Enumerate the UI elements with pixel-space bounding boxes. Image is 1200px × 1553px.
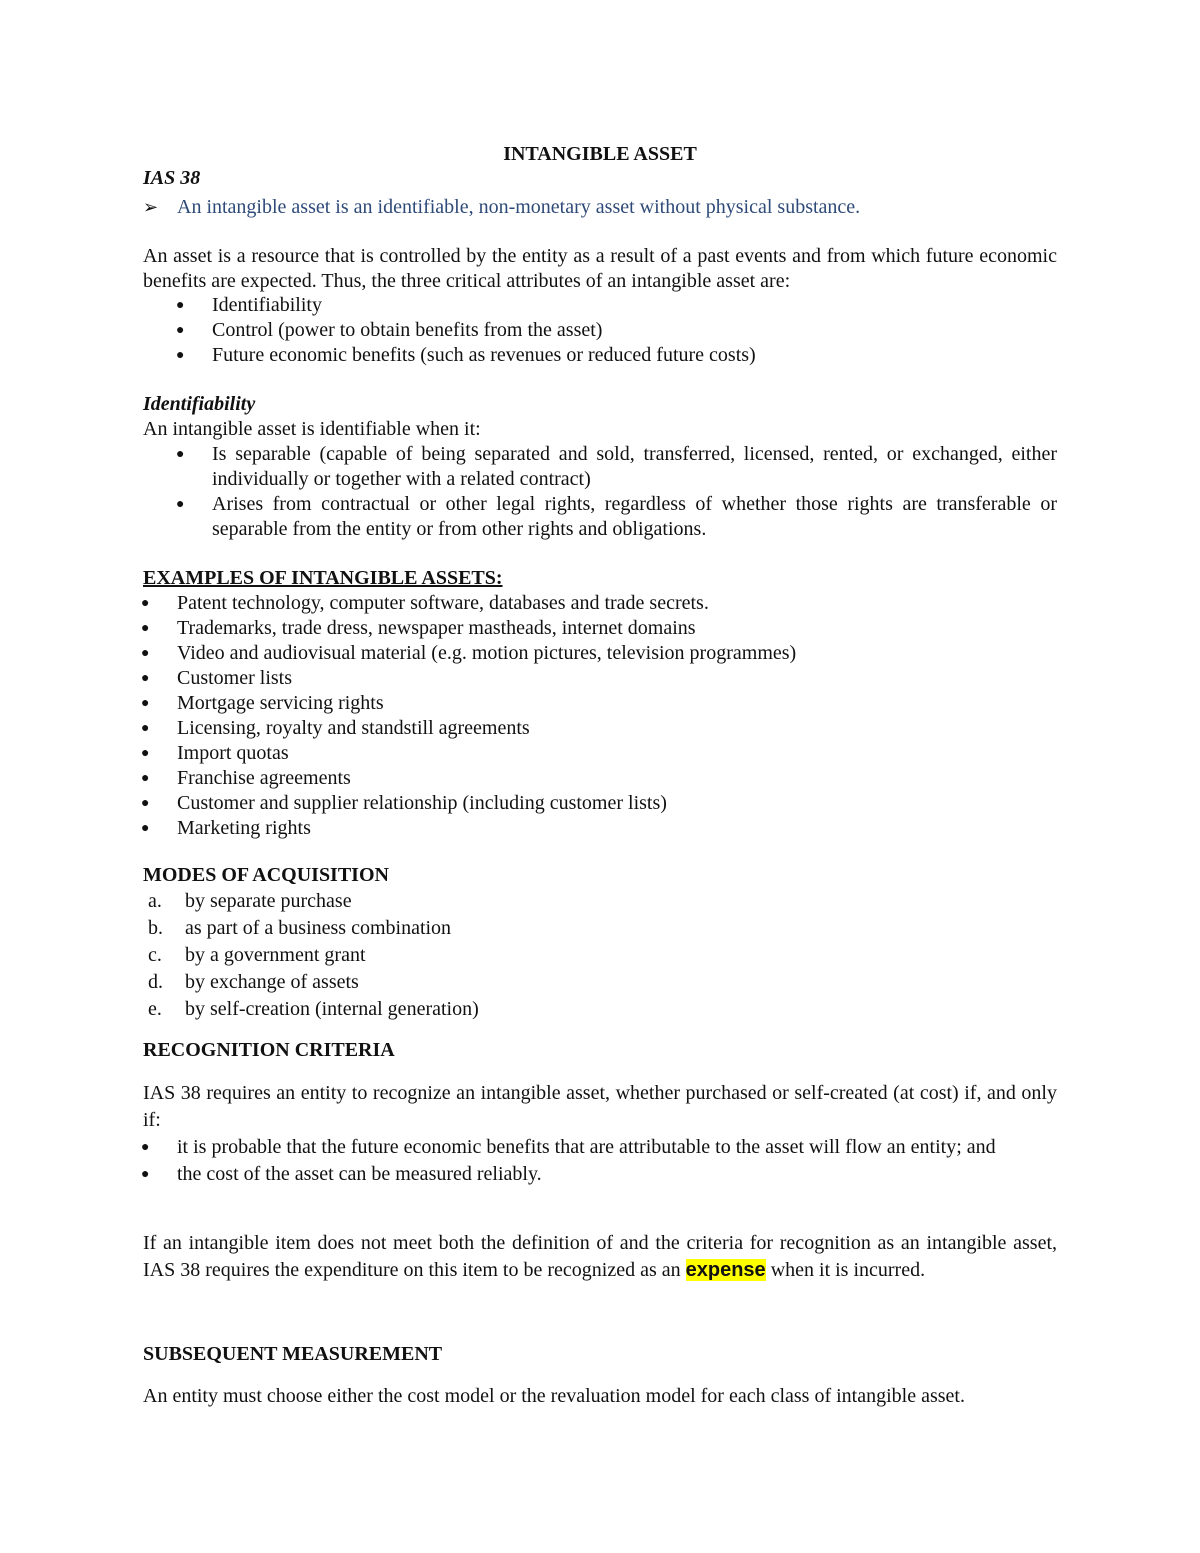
examples-list: [141, 591, 1057, 841]
list-item: ● Franchise agreements: [141, 767, 351, 789]
list-item: ● it is probable that the future economic benefits that are attributable to the asset will flow an entity; and: [177, 1134, 1057, 1161]
bullet-icon: ●: [141, 671, 150, 686]
list-item: ● Identifiability: [176, 294, 322, 316]
list-item: ● Trademarks, trade dress, newspaper mastheads, internet domains: [141, 617, 696, 639]
list-item: ● the cost of the asset can be measured reliably.: [177, 1161, 1057, 1188]
identifiability-criteria-list: [176, 442, 1057, 542]
list-item: ● Future economic benefits (such as revenues or reduced future costs): [176, 344, 756, 366]
list-item: ● Customer lists: [141, 667, 293, 689]
expense-highlight: expense: [685, 1259, 766, 1281]
list-item: ● Mortgage servicing rights: [141, 692, 384, 714]
bullet-icon: ●: [141, 771, 150, 786]
acquisition-heading: MODES OF ACQUISITION: [143, 864, 389, 886]
bullet-icon: ●: [176, 497, 185, 512]
bullet-icon: ●: [141, 721, 150, 736]
bullet-icon: ●: [141, 1140, 150, 1155]
list-item: b. as part of a business combination: [148, 917, 452, 939]
subsequent-text: An entity must choose either the cost model or the revaluation model for each class of intangible asset.: [143, 1385, 965, 1407]
bullet-icon: ●: [141, 796, 150, 811]
bullet-icon: ●: [176, 348, 185, 363]
list-item: d. by exchange of assets: [148, 971, 359, 993]
list-item: ● Customer and supplier relationship (including customer lists): [141, 792, 667, 814]
bullet-icon: ●: [141, 821, 150, 836]
arrow-bullet-icon: ➢: [143, 197, 159, 217]
bullet-icon: ●: [141, 1167, 150, 1182]
bullet-icon: ●: [176, 323, 185, 338]
list-item: ● Import quotas: [141, 742, 289, 764]
list-item: ● Marketing rights: [141, 817, 311, 839]
document-title: INTANGIBLE ASSET: [503, 143, 697, 165]
standard-label: IAS 38: [143, 167, 201, 189]
bullet-icon: ●: [176, 298, 185, 313]
list-item: ● Is separable (capable of being separated and sold, transferred, licensed, rented, or exchanged, either individually or together with a related contract): [176, 443, 1057, 490]
bullet-icon: ●: [141, 596, 150, 611]
recognition-heading: RECOGNITION CRITERIA: [143, 1039, 395, 1061]
recognition-closing: If an intangible item does not meet both the definition of and the criteria for recognition as an intangible asset, IAS 38 requires the expenditure on this item to be recognized as an expense when it is incurred.: [143, 1232, 1057, 1281]
list-item: a. by separate purchase: [148, 890, 352, 912]
bullet-icon: ●: [141, 746, 150, 761]
list-item: ● Video and audiovisual material (e.g. motion pictures, television programmes): [141, 642, 797, 664]
list-item: ● Arises from contractual or other legal rights, regardless of whether those rights are transferable or separable from the entity or from other rights and obligations.: [176, 493, 1057, 540]
subsequent-heading: SUBSEQUENT MEASUREMENT: [143, 1343, 443, 1365]
bullet-icon: ●: [141, 646, 150, 661]
acquisition-list: [148, 888, 1048, 1023]
list-item: ● Control (power to obtain benefits from the asset): [176, 319, 603, 341]
list-item: e. by self-creation (internal generation): [148, 998, 479, 1020]
bullet-icon: ●: [141, 696, 150, 711]
recognition-criteria-list: [141, 1134, 1057, 1188]
examples-heading: EXAMPLES OF INTANGIBLE ASSETS:: [143, 567, 503, 589]
bullet-icon: ●: [176, 447, 185, 462]
identifiability-lead: An intangible asset is identifiable when it:: [143, 418, 481, 440]
bullet-icon: ●: [141, 621, 150, 636]
recognition-lead: IAS 38 requires an entity to recognize an intangible asset, whether purchased or self-created (at cost) if, and only if:: [143, 1082, 1057, 1131]
list-item: ● Patent technology, computer software, databases and trade secrets.: [141, 592, 709, 614]
list-item: ● Licensing, royalty and standstill agreements: [141, 717, 530, 739]
identifiability-heading: Identifiability: [143, 393, 256, 415]
attributes-list: [176, 293, 1057, 368]
list-item: c. by a government grant: [148, 944, 366, 966]
intro-paragraph: An asset is a resource that is controlled by the entity as a result of a past events and from which future economic benefits are expected. Thus, the three critical attributes of an intangible asset are:: [143, 245, 1057, 292]
definition-text: An intangible asset is an identifiable, non-monetary asset without physical substance.: [177, 196, 861, 218]
